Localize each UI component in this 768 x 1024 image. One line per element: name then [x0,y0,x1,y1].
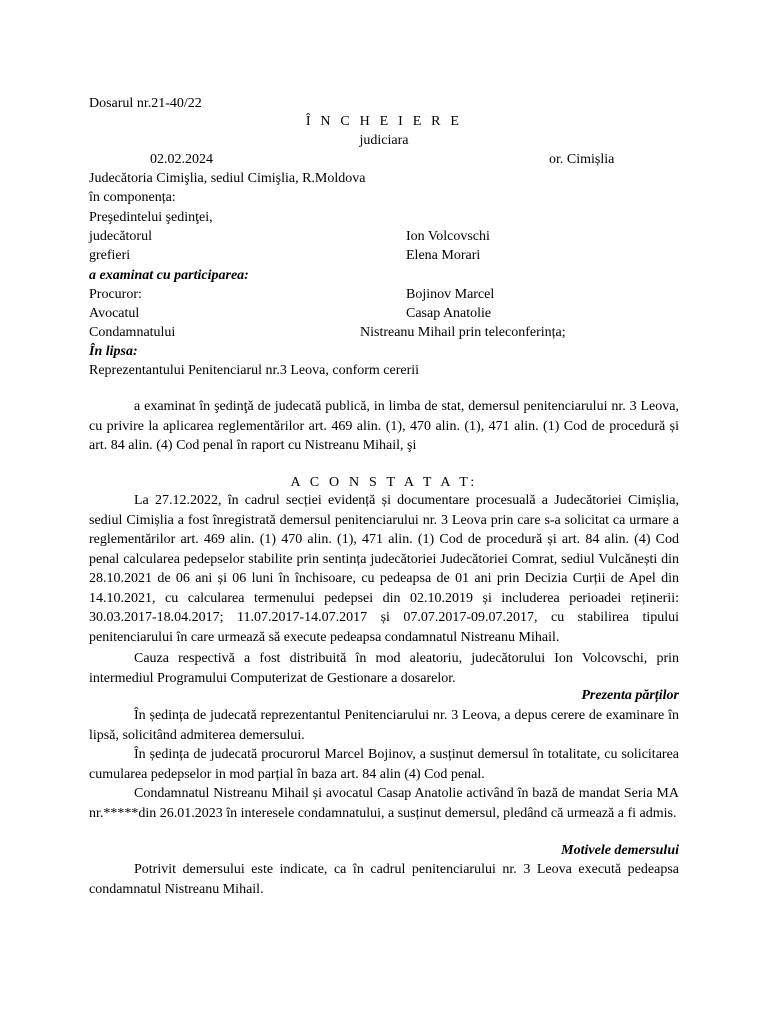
absent-heading: În lipsa: [89,344,138,359]
document-subtitle: judiciara [359,133,409,148]
intro-paragraph: a examinat în şedinţă de judecată publică, in limba de stat, demersul penitenciarului nr. 3 Leova, cu privire la aplicarea reglementărilor art. 469 alin. (1), 470 alin. (1), 471 alin. (1) Cod de procedură și art. 84 alin. (4) Cod penal în raport cu Nistreanu Mihail, şi [89,399,679,453]
lawyer-label: Avocatul [89,306,140,321]
lawyer-name: Casap Anatolie [406,306,492,321]
court-name: Judecătoria Cimişlia, sediul Cimişlia, R.Moldova [89,171,366,186]
paragraph-penitentiary: În ședința de judecată reprezentantul Penitenciarului nr. 3 Leova, a depus cerere de examinare în lipsă, solicitând admiterea demersului. [89,708,679,743]
paragraph-registration: La 27.12.2022, în cadrul secției evidență și documentare procesuală a Judecătoriei Cimișlia, sediul Cimișlia a fost înregistrată demersul penitenciarului nr. 3 Leova prin care s-a solicitat ca urmare a reglementărilor art. 469 alin. (1) 470 alin. (1), 471 alin. (1) Cod de procedură și art. 84 alin. (4) Cod penal calcularea pedepselor stabilite prin sentința judecătoriei Judecătoriei Comrat, sediul Vulcănești din 28.10.2021 de 06 ani și 06 luni în închisoare, cu pedeapsa de 01 ani prin Decizia Curții de Apel din 14.10.2021, cu calcularea termenului pedepsei din 02.10.2019 și includerea perioadei reținerii: 30.03.2017-18.04.2017; 11.07.2017-14.07.2017 și 07.07.2017-09.07.2017, cu stabilirea tipului penitenciarului în care urmează să execute pedeapsa condamnatul Nistreanu Mihail. [89,493,679,645]
document-title: Î N C H E I E R E [305,114,463,129]
paragraph-distribution: Cauza respectivă a fost distribuită în mod aleatoriu, judecătorului Ion Volcovschi, prin intermediul Programului Computerizat de Gestionare a dosarelor. [89,651,679,686]
convict-name: Nistreanu Mihail prin teleconferința; [360,325,566,340]
section-heading-motives: Motivele demersului [561,843,679,858]
prosecutor-label: Procuror: [89,287,142,302]
paragraph-convict: Condamnatul Nistreanu Mihail și avocatul Casap Anatolie activând în bază de mandat Seria MA nr.*****din 26.01.2023 în interesele condamnatului, a susținut demersul, pledând că urmează a fi admis. [89,786,679,821]
constat-heading: A C O N S T A T A T: [290,475,478,490]
composition-label: în componența: [89,190,176,205]
absent-text: Reprezentantului Penitenciarul nr.3 Leova, conform cererii [89,363,420,378]
clerk-label: grefieri [89,248,131,263]
case-number: Dosarul nr.21-40/22 [89,96,202,111]
document-city: or. Cimișlia [549,152,615,167]
paragraph-prosecutor: În ședința de judecată procurorul Marcel Bojinov, a susținut demersul în totalitate, cu solicitarea cumularea pedepselor in mod parțial în baza art. 84 alin (4) Cod penal. [89,747,679,782]
participation-heading: a examinat cu participarea: [89,268,249,283]
judge-label: judecătorul [89,229,152,244]
clerk-name: Elena Morari [406,248,481,263]
judge-name: Ion Volcovschi [406,229,490,244]
document-date: 02.02.2024 [150,152,213,167]
section-heading-parties: Prezenta părților [581,688,679,703]
convict-label: Condamnatului [89,325,176,340]
prosecutor-name: Bojinov Marcel [406,287,495,302]
paragraph-motives: Potrivit demersului este indicate, ca în cadrul penitenciarului nr. 3 Leova execută pedeapsa condamnatul Nistreanu Mihail. [89,862,679,897]
president-label: Preşedintelui şedinţei, [89,210,213,225]
